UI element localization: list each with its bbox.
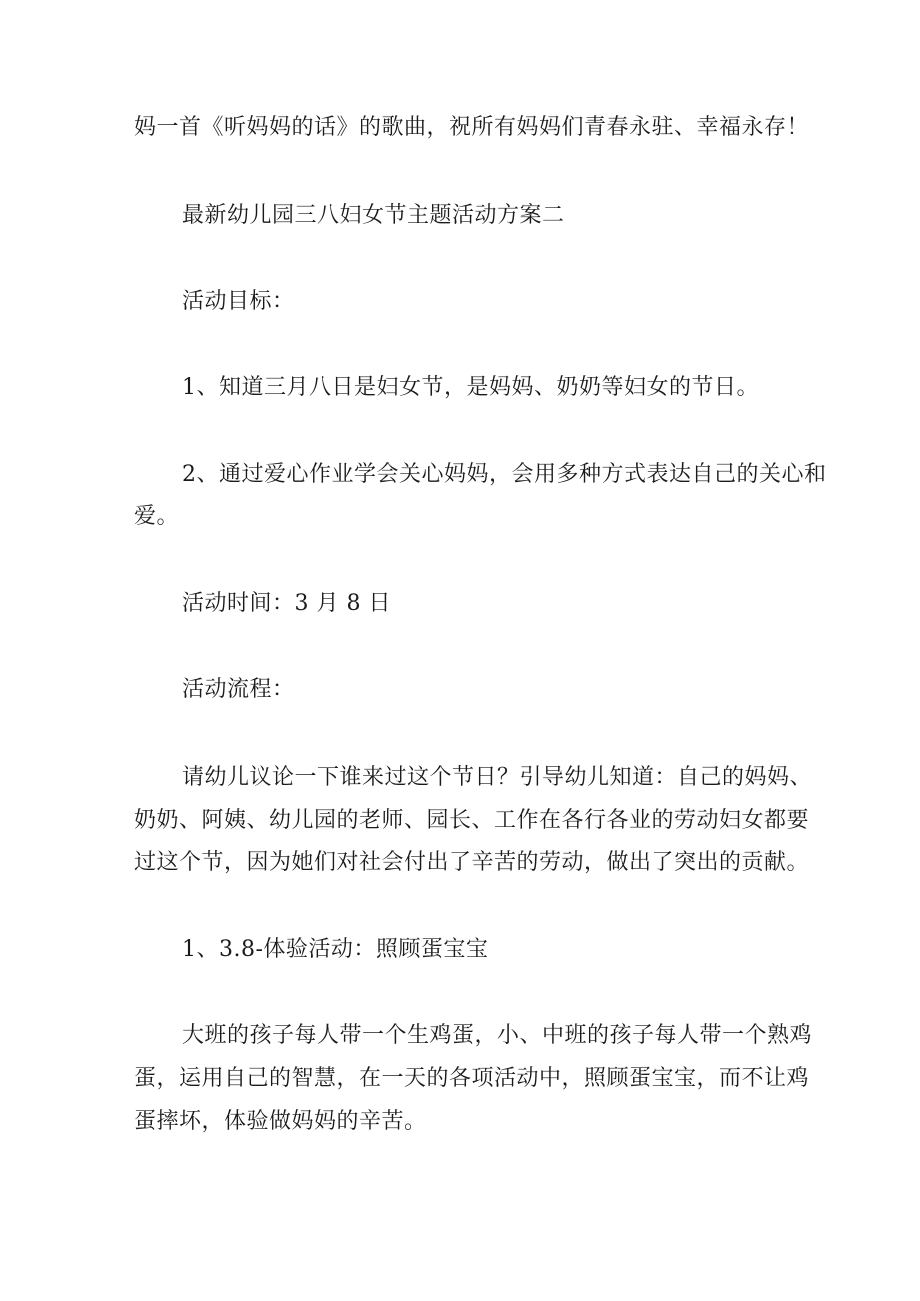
paragraph-line: 妈一首《听妈妈的话》的歌曲，祝所有妈妈们青春永驻、幸福永存！: [134, 115, 810, 140]
section-title: 最新幼儿园三八妇女节主题活动方案二: [182, 203, 565, 228]
heading-activity-goals: 活动目标：: [182, 289, 295, 314]
activity-item-1: 1、3.8-体验活动：照顾蛋宝宝: [182, 937, 489, 962]
heading-activity-process: 活动流程：: [182, 677, 295, 702]
goal-item-2-continuation: 爱。: [134, 504, 180, 529]
goal-item-1: 1、知道三月八日是妇女节，是妈妈、奶奶等妇女的节日。: [182, 375, 759, 400]
paragraph-line: 蛋摔坏，体验做妈妈的辛苦。: [134, 1109, 427, 1134]
goal-item-2: 2、通过爱心作业学会关心妈妈，会用多种方式表达自己的关心和: [182, 462, 827, 487]
paragraph-line: 奶奶、阿姨、幼儿园的老师、园长、工作在各行各业的劳动妇女都要: [134, 808, 810, 833]
activity-time: 活动时间：3 月 8 日: [182, 591, 391, 616]
paragraph-line: 大班的孩子每人带一个生鸡蛋，小、中班的孩子每人带一个熟鸡: [182, 1023, 813, 1048]
paragraph-line: 过这个节，因为她们对社会付出了辛苦的劳动，做出了突出的贡献。: [134, 850, 810, 875]
paragraph-line: 蛋，运用自己的智慧，在一天的各项活动中，照顾蛋宝宝，而不让鸡: [134, 1066, 810, 1091]
paragraph-line: 请幼儿议论一下谁来过这个节日？引导幼儿知道：自己的妈妈、: [182, 765, 813, 790]
